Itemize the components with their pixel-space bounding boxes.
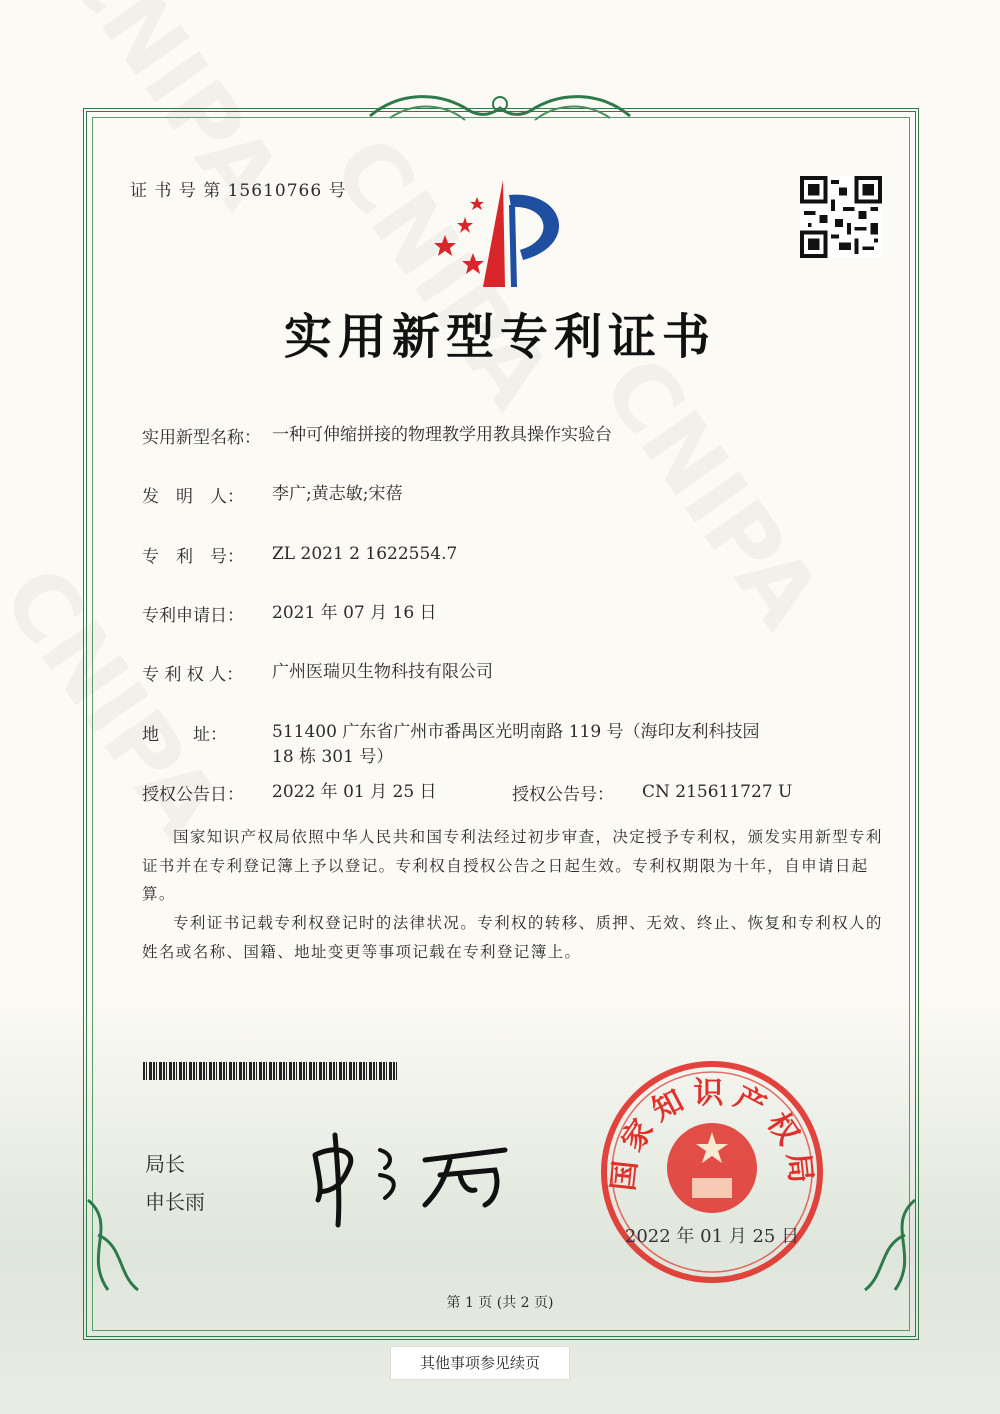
certificate-number: 证 书 号 第 15610766 号 xyxy=(130,181,347,201)
field-patentee xyxy=(142,660,772,685)
field-application-date xyxy=(142,601,772,626)
legal-paragraph: 国家知识产权局依照中华人民共和国专利法经过初步审查，决定授予专利权，颁发实用新型专利证书并在专利登记簿上予以登记。专利权自授权公告之日起生效。专利权期限为十年，自申请日起算。 xyxy=(142,828,883,903)
seal-text: 国家知识产权局 xyxy=(606,1076,819,1193)
field-announcement-number xyxy=(512,780,802,805)
legal-paragraph: 专利证书记载专利权登记时的法律状况。专利权的转移、质押、无效、终止、恢复和专利权人的姓名或名称、国籍、地址变更等事项记载在专利登记簿上。 xyxy=(142,914,883,961)
field-value: ZL 2021 2 1622554.7 xyxy=(272,544,458,564)
official-seal xyxy=(600,1060,825,1285)
field-label: 专 利 号： xyxy=(142,547,244,567)
field-grant-date xyxy=(142,780,512,805)
top-ornament-icon xyxy=(360,86,640,130)
field-value: 广州医瑞贝生物科技有限公司 xyxy=(272,662,493,682)
handwritten-signature xyxy=(300,1120,520,1230)
page-number: 第 1 页 (共 2 页) xyxy=(446,1295,554,1311)
field-value: 2021 年 07 月 16 日 xyxy=(272,603,437,623)
field-label: 授权公告日： xyxy=(142,785,244,805)
field-label: 地 址： xyxy=(142,725,227,745)
field-label: 实用新型名称： xyxy=(142,428,261,448)
field-value: 一种可伸缩拼接的物理教学用教具操作实验台 xyxy=(272,425,612,445)
field-address xyxy=(142,720,767,770)
barcode xyxy=(143,1062,398,1080)
field-value: 511400 广东省广州市番禺区光明南路 119 号（海印友利科技园 18 栋 301 号） xyxy=(272,722,760,767)
field-label: 专 利 权 人： xyxy=(142,665,244,685)
field-value: CN 215611727 U xyxy=(642,782,793,802)
field-label: 发 明 人： xyxy=(142,487,244,507)
corner-ornament-icon xyxy=(78,1195,148,1295)
field-value: 李广;黄志敏;宋蓓 xyxy=(272,484,403,504)
field-inventors xyxy=(142,482,772,507)
field-label: 专利申请日： xyxy=(142,606,244,626)
qr-code xyxy=(800,176,882,258)
signer-title: 局长 xyxy=(145,1152,185,1176)
field-patent-number xyxy=(142,542,772,567)
continuation-note: 其他事项参见续页 xyxy=(390,1346,570,1380)
document-title: 实用新型专利证书 xyxy=(283,309,716,365)
corner-ornament-icon xyxy=(855,1195,925,1295)
field-utility-model-name xyxy=(142,423,772,448)
field-value: 2022 年 01 月 25 日 xyxy=(272,782,437,802)
signer-name: 申长雨 xyxy=(145,1190,205,1214)
cnipa-logo-icon xyxy=(425,175,575,290)
field-label: 授权公告号： xyxy=(512,785,614,805)
seal-date: 2022 年 01 月 25 日 xyxy=(624,1226,800,1247)
